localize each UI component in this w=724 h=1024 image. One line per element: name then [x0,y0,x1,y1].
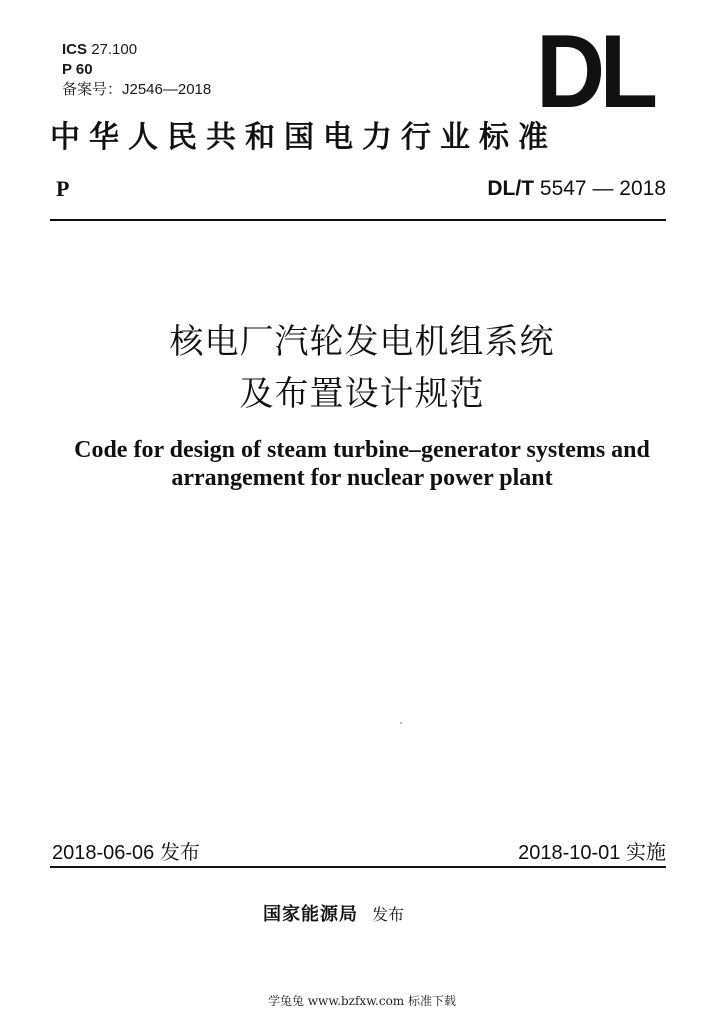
effective-date-label: 实施 [626,842,666,864]
standard-code [487,176,666,202]
issue-date-value: 2018-06-06 [52,842,155,864]
filing-number: 备案号：J2546—2018 [62,81,212,98]
classification-code: P 60 [62,61,93,78]
document-meta [62,40,211,100]
chinese-title [0,316,724,420]
chinese-title-line-2: 及布置设计规范 [239,374,485,414]
standard-code-prefix: DL/T [487,177,535,200]
publisher-name: 国家能源局 [263,904,358,925]
issue-date-label: 发布 [159,842,200,864]
ics-number: 27.100 [91,41,138,58]
issue-date [52,840,200,866]
ics-label: ICS [62,41,88,58]
dl-logo: DL [536,14,653,130]
footer-watermark: 学兔兔 www.bzfxw.com 标准下载 [267,994,457,1008]
english-title [0,436,724,492]
header-divider [50,219,666,221]
category-letter: P [56,176,70,201]
standard-code-number: 5547 — 2018 [539,177,666,200]
effective-date-value: 2018-10-01 [518,842,621,864]
standard-type-title: 中华人民共和国电力行业标准 [50,120,557,155]
scan-speck [400,722,402,724]
english-title-line-1: Code for design of steam turbine–generator systems and [74,437,650,463]
publisher-action: 发布 [372,905,405,924]
publisher [263,902,404,928]
english-title-line-2: arrangement for nuclear power plant [171,465,553,491]
ics-line [62,40,211,60]
chinese-title-line-1: 核电厂汽轮发电机组系统 [169,322,555,362]
date-divider [50,866,666,868]
effective-date [518,840,666,866]
